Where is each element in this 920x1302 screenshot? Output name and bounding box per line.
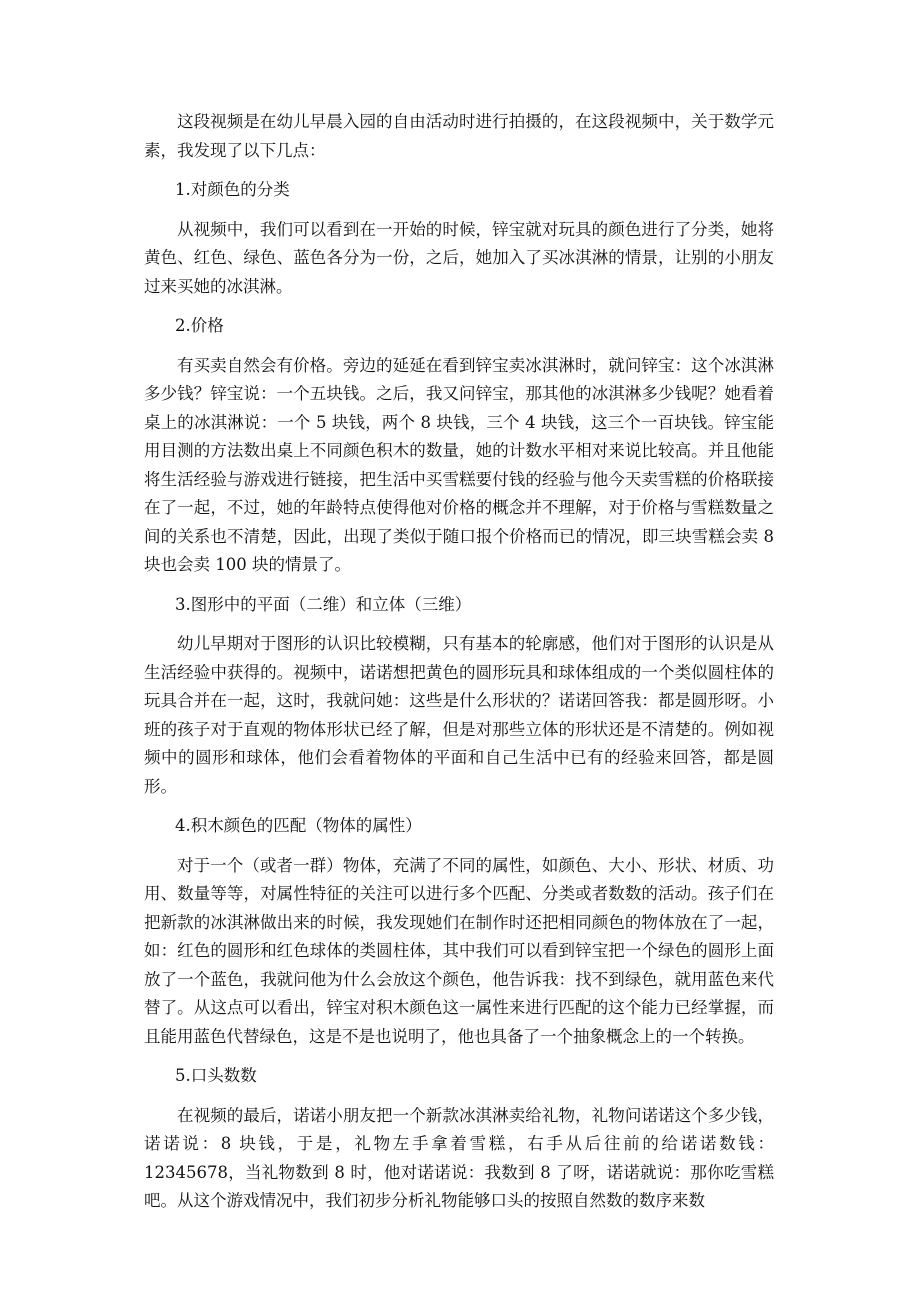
section-paragraph-price: 有买卖自然会有价格。旁边的延延在看到锌宝卖冰淇淋时，就问锌宝：这个冰淇淋多少钱？锌宝说：一个五块钱。之后，我又问锌宝，那其他的冰淇淋多少钱呢？她看着桌上的冰淇淋说：一个 5 块钱，两个 8 块钱，三个 4 块钱，这三个一百块钱。锌宝能用目测的方法数出桌上不同颜色积木的数量，她的计数水平相对来说比较高。并且他能将生活经验与游戏进行链接，把生活中买雪糕要付钱的经验与他今天卖雪糕的价格联接在了一起，不过，她的年龄特点使得他对价格的概念并不理解，对于价格与雪糕数量之间的关系也不清楚，因此，出现了类似于随口报个价格而已的情况，即三块雪糕会卖 8 块也会卖 100 块的情景了。: [144, 355, 780, 574]
intro-paragraph: 这段视频是在幼儿早晨入园的自由活动时进行拍摄的，在这段视频中，关于数学元素，我发现了以下几点：: [144, 112, 774, 160]
section-heading-color-matching: 4.积木颜色的匹配（物体的属性）: [175, 816, 422, 835]
section-heading-oral-counting: 5.口头数数: [175, 1066, 257, 1085]
section-paragraph-color-classification: 从视频中，我们可以看到在一开始的时候，锌宝就对玩具的颜色进行了分类，她将黄色、红色、绿色、蓝色各分为一份，之后，她加入了买冰淇淋的情景，让别的小朋友过来买她的冰淇淋。: [144, 219, 774, 296]
section-heading-price: 2.价格: [175, 316, 224, 335]
document-body: [144, 108, 780, 1227]
section-heading-color-classification: 1.对颜色的分类: [175, 180, 290, 199]
section-heading-shapes: 3.图形中的平面（二维）和立体（三维）: [175, 594, 472, 614]
section-paragraph-oral-counting: 在视频的最后，诺诺小朋友把一个新款冰淇淋卖给礼物，礼物问诺诺这个多少钱，诺诺说：8 块钱，于是，礼物左手拿着雪糕，右手从后往前的给诺诺数钱：12345678，当礼物数到 8 时，他对诺诺说：我数到 8 了呀，诺诺就说：那你吃雪糕吧。从这个游戏情况中，我们初步分析礼物能够口头的按照自然数的数序来数: [144, 1105, 774, 1210]
section-paragraph-shapes: 幼儿早期对于图形的认识比较模糊，只有基本的轮廓感，他们对于图形的认识是从生活经验中获得的。视频中，诺诺想把黄色的圆形玩具和球体组成的一个类似圆柱体的玩具合并在一起，这时，我就问她：这些是什么形状的？诺诺回答我：都是圆形呀。小班的孩子对于直观的物体形状已经了解，但是对那些立体的形状还是不清楚的。例如视频中的圆形和球体，他们会看着物体的平面和自己生活中已有的经验来回答，都是圆形。: [144, 634, 774, 796]
section-paragraph-color-matching: 对于一个（或者一群）物体，充满了不同的属性，如颜色、大小、形状、材质、功用、数量等等，对属性特征的关注可以进行多个匹配、分类或者数数的活动。孩子们在把新款的冰淇淋做出来的时候，我发现她们在制作时还把相同颜色的物体放在了一起，如：红色的圆形和红色球体的类圆柱体，其中我们可以看到锌宝把一个绿色的圆形上面放了一个蓝色，我就问他为什么会放这个颜色，他告诉我：找不到绿色，就用蓝色来代替了。从这点可以看出，锌宝对积木颜色这一属性来进行匹配的这个能力已经掌握，而且能用蓝色代替绿色，这是不是也说明了，他也具备了一个抽象概念上的一个转换。: [144, 855, 774, 1046]
